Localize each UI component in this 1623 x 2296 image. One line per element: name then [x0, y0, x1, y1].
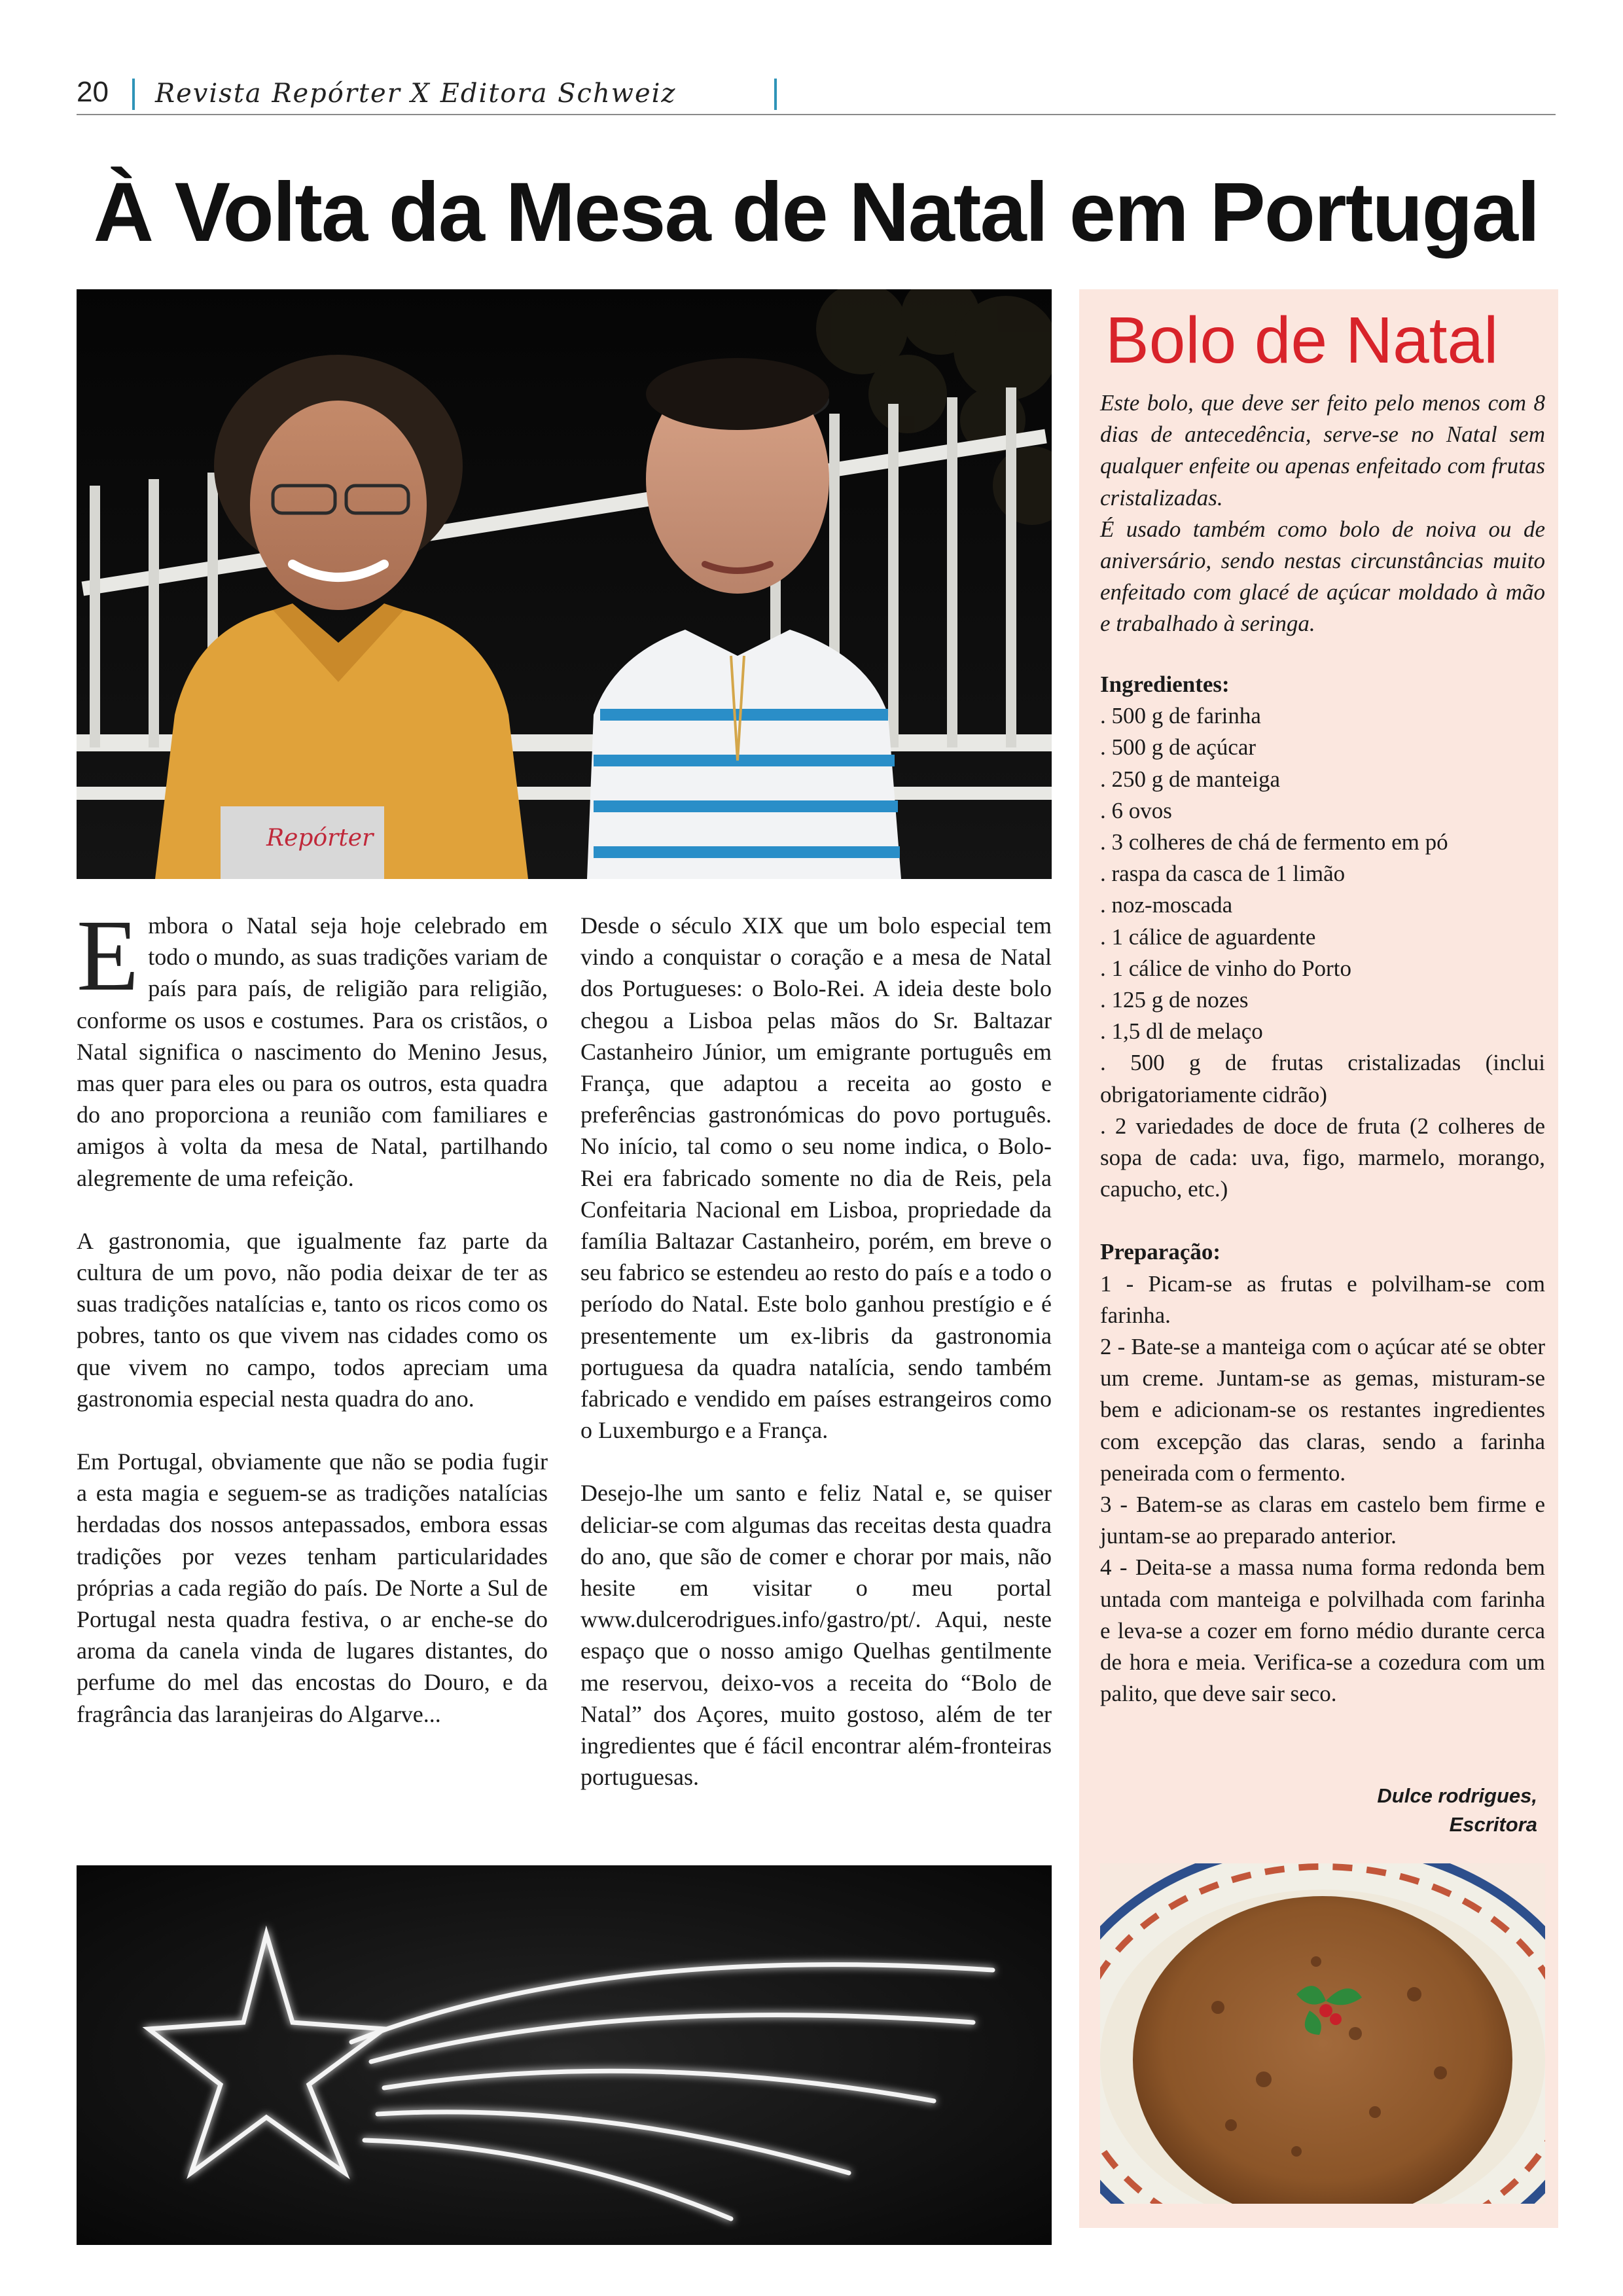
paragraph: Em Portugal, obviamente que não se podia fugir a esta magia e seguem-se as tradições natalícias herdadas dos nossos antepassados, embora essas tradições por vezes tenham particularidades próprias a cada região do país. De Norte a Sul de Portugal nesta quadra festiva, o ar enche-se do aroma da canela vinda de lugares distantes, do perfume do mel das encostas do Douro, e da fragrância das laranjeiras do Algarve... [77, 1448, 548, 1727]
ingredient-item: . 6 ovos [1100, 797, 1172, 823]
recipe-body [1100, 669, 1545, 1710]
ingredient-item: . 500 g de frutas cristalizadas (inclui obrigatoriamente cidrão) [1100, 1050, 1545, 1107]
author-signature [1377, 1782, 1537, 1839]
article-column-1 [77, 899, 548, 1761]
ingredient-item: . 2 variedades de doce de fruta (2 colheres de sopa de cada: uva, figo, marmelo, morango, capucho, etc.) [1100, 1113, 1545, 1202]
portrait-photo [77, 289, 1052, 879]
ingredient-item: . 1,5 dl de melaço [1100, 1018, 1263, 1045]
ingredient-item: . 1 cálice de vinho do Porto [1100, 955, 1351, 981]
page-header [77, 73, 1556, 115]
ingredients-heading: Ingredientes: [1100, 672, 1230, 697]
page-number: 20 [77, 76, 109, 108]
preparation-step: 4 - Deita-se a massa numa forma redonda bem untada com manteiga e polvilhada com farinha e leva-se a cozer em forno médio durante cerca de hora e meia. Verifica-se a cozedura com um palito, que deve sair seco. [1100, 1554, 1545, 1707]
preparation-step: 1 - Picam-se as frutas e polvilham-se com farinha. [1100, 1270, 1545, 1328]
ingredient-item: . 1 cálice de aguardente [1100, 924, 1316, 950]
recipe-title: Bolo de Natal [1105, 304, 1499, 377]
magazine-cover-text: Repórter [266, 825, 374, 852]
cake-photo [1100, 1863, 1545, 2204]
preparation-step: 3 - Batem-se as claras em castelo bem firme e juntam-se ao preparado anterior. [1100, 1492, 1545, 1549]
cake-illustration [1100, 1863, 1545, 2204]
article-column-2 [580, 910, 1052, 1824]
ingredient-item: . 125 g de nozes [1100, 987, 1249, 1013]
ingredient-item: . noz-moscada [1100, 892, 1233, 918]
ingredient-item: . raspa da casca de 1 limão [1100, 861, 1346, 887]
shooting-star-icon [77, 1865, 1052, 2245]
article-title: À Volta da Mesa de Natal em Portugal [93, 166, 1539, 259]
header-divider [132, 79, 135, 110]
ingredient-item: . 250 g de manteiga [1100, 766, 1281, 792]
paragraph: Desde o século XIX que um bolo especial tem vindo a conquistar o coração e a mesa de Natal dos Portugueses: o Bolo-Rei. A ideia deste bolo chegou a Lisboa pelas mãos do Sr. Baltazar Castanheiro Júnior, um emigrante português em França, que adaptou a receita ao gosto e preferências gastronómicas do povo português. No início, tal como o seu nome indica, o Bolo-Rei era fabricado somente no dia de Reis, pela Confeitaria Nacional em Lisboa, propriedade da família Baltazar Castanheiro, porém, em breve o seu fabrico se estendeu ao resto do país e a todo o período do Natal. Este bolo ganhou prestígio e é presentemente um ex-libris da gastronomia portuguesa da quadra natalícia, sendo também fabricado e vendido em países estrangeiros como o Luxemburgo e a França. [580, 912, 1052, 1444]
recipe-intro [1100, 387, 1545, 640]
intro-line: É usado também como bolo de noiva ou de aniversário, sendo nestas circunstâncias muito enfeitado com glacé de açúcar moldado à mão e trabalhado à seringa. [1100, 516, 1545, 637]
header-divider [774, 79, 777, 110]
shooting-star-image [77, 1865, 1052, 2245]
drop-cap: E [77, 899, 139, 1012]
preparation-heading: Preparação: [1100, 1239, 1221, 1265]
recipe-sidebar [1079, 289, 1558, 2228]
ingredient-item: . 500 g de farinha [1100, 703, 1261, 729]
paragraph: Embora o Natal seja hoje celebrado em todo o mundo, as suas tradições variam de país para país, de religião para religião, conforme os usos e costumes. Para os cristãos, o Natal significa o nascimento do Menino Jesus, mas quer para eles ou para os outros, esta quadra do ano proporciona a reunião com familiares e amigos à volta da mesa de Natal, partilhando alegremente de uma refeição. [77, 899, 548, 1191]
paragraph: Desejo-lhe um santo e feliz Natal e, se quiser deliciar-se com algumas das receitas desta quadra do ano, que são de comer e chorar por mais, não hesite em visitar o meu portal www.dulcerodrigues.info/gastro/pt/. Aqui, neste espaço que o nosso amigo Quelhas gentilmente me reservou, deixo-vos a receita do “Bolo de Natal” dos Açores, muito gostoso, além de ter ingredientes que é fácil encontrar além-fronteiras portuguesas. [580, 1480, 1052, 1791]
author-name: Dulce rodrigues, [1377, 1784, 1537, 1807]
author-role: Escritora [1449, 1813, 1537, 1836]
preparation-step: 2 - Bate-se a manteiga com o açúcar até se obter um creme. Juntam-se as gemas, misturam-se bem e adicionam-se os restantes ingredientes com excepção das claras, sendo a farinha peneirada com o fermento. [1100, 1334, 1545, 1486]
ingredient-item: . 500 g de açúcar [1100, 734, 1257, 761]
intro-line: Este bolo, que deve ser feito pelo menos com 8 dias de antecedência, serve-se no Natal sem qualquer enfeite ou apenas enfeitado com frutas cristalizadas. [1100, 390, 1545, 511]
ingredient-item: . 3 colheres de chá de fermento em pó [1100, 829, 1448, 855]
magazine-name: Revista Repórter X Editora Schweiz [155, 79, 677, 109]
header-rule [77, 114, 1556, 115]
portrait-illustration [77, 289, 1052, 879]
paragraph: A gastronomia, que igualmente faz parte da cultura de um povo, não podia deixar de ter as suas tradições natalícias e, tanto os ricos como os pobres, tanto os que vivem nas cidades como os que vivem no campo, todos apreciam uma gastronomia especial nesta quadra do ano. [77, 1227, 548, 1412]
